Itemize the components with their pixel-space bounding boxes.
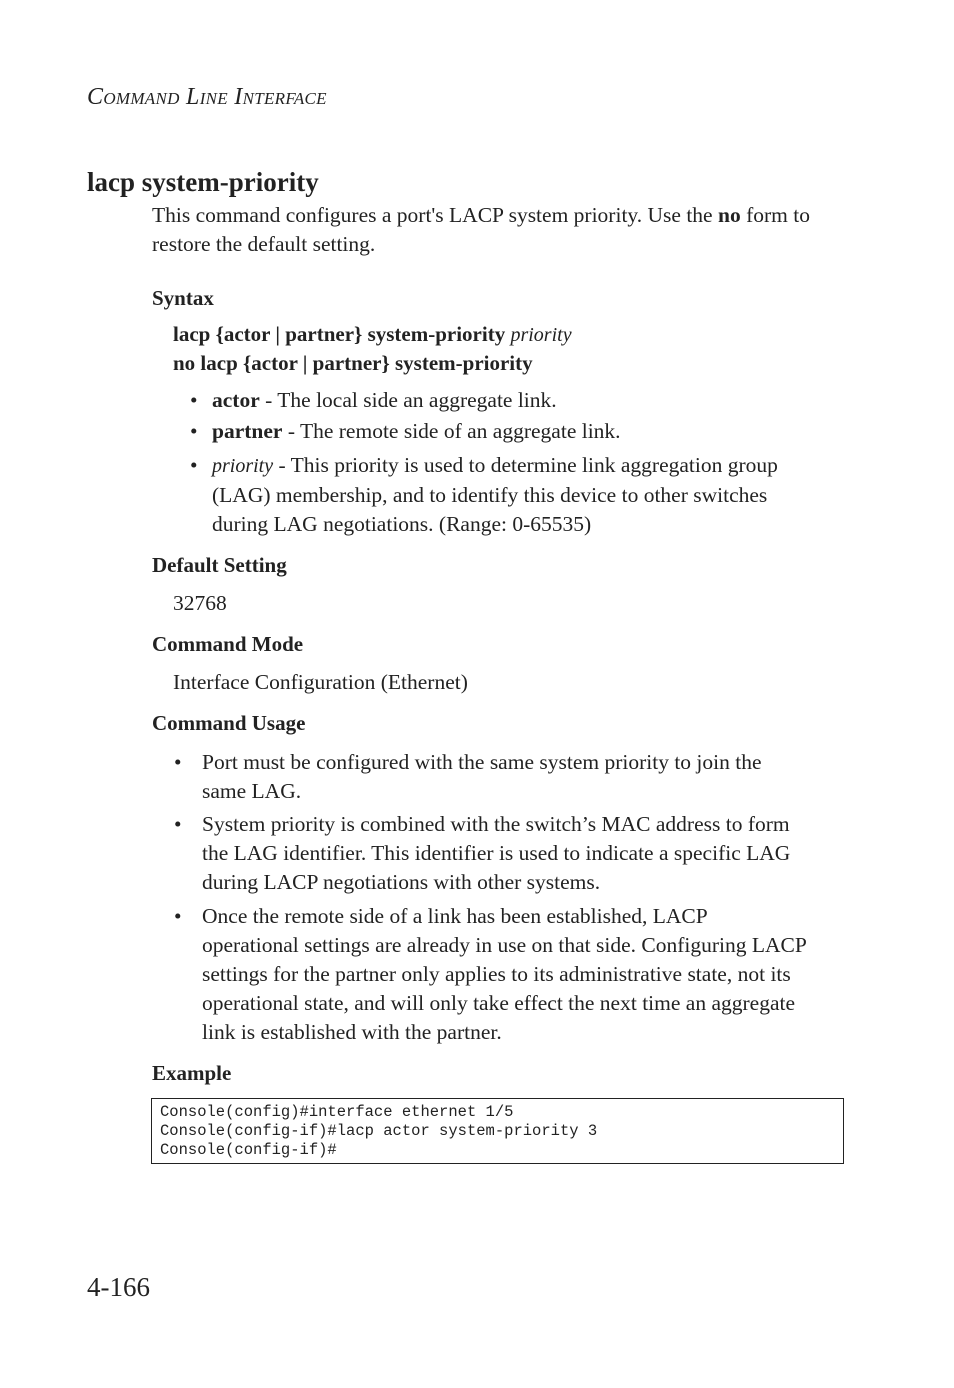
param-actor: actor - The local side an aggregate link. xyxy=(212,388,557,412)
usage-bullet: • xyxy=(174,812,182,836)
usage-bullet: • xyxy=(174,750,182,774)
command-usage-heading: Command Usage xyxy=(152,711,306,735)
param-bullet: • xyxy=(190,453,198,477)
syntax-heading: Syntax xyxy=(152,286,214,310)
intro-paragraph: This command configures a port's LACP system priority. Use the no form to restore the default setting. xyxy=(152,203,810,256)
default-setting-value: 32768 xyxy=(173,591,227,615)
usage-item: Port must be configured with the same system priority to join the same LAG. xyxy=(202,750,762,803)
command-mode-heading: Command Mode xyxy=(152,632,304,656)
usage-item: System priority is combined with the switch’s MAC address to form the LAG identifier. This identifier is used to indicate a specific LAG during LACP negotiations with other systems. xyxy=(202,812,791,894)
usage-item: Once the remote side of a link has been established, LACP operational settings are already in use on that side. Configuring LACP settings for the partner only applies to its administrative state, not its operational state, and will only take effect the next time an aggregate link is established with the partner. xyxy=(202,904,807,1044)
default-setting-heading: Default Setting xyxy=(152,553,287,577)
code-line: Console(config-if)# xyxy=(160,1141,337,1159)
code-line: Console(config-if)#lacp actor system-priority 3 xyxy=(160,1122,598,1140)
syntax-line-1: lacp {actor | partner} system-priority priority xyxy=(173,322,572,346)
page-number: 4-166 xyxy=(87,1272,150,1302)
example-heading: Example xyxy=(152,1061,232,1085)
param-priority: priority - This priority is used to determine link aggregation group (LAG) membership, and to identify this device to other switches during LAG negotiations. (Range: 0-65535) xyxy=(212,453,778,536)
usage-bullet: • xyxy=(174,904,182,928)
command-mode-value: Interface Configuration (Ethernet) xyxy=(173,670,468,694)
example-code-block xyxy=(151,1098,844,1164)
syntax-line-2: no lacp {actor | partner} system-priority xyxy=(173,351,533,375)
running-header: COMMAND LINE INTERFACE xyxy=(87,84,327,110)
param-bullet: • xyxy=(190,388,198,412)
param-bullet: • xyxy=(190,419,198,443)
code-line: Console(config)#interface ethernet 1/5 xyxy=(160,1103,514,1121)
param-partner: partner - The remote side of an aggregate link. xyxy=(212,419,621,443)
command-title: lacp system-priority xyxy=(87,167,319,197)
